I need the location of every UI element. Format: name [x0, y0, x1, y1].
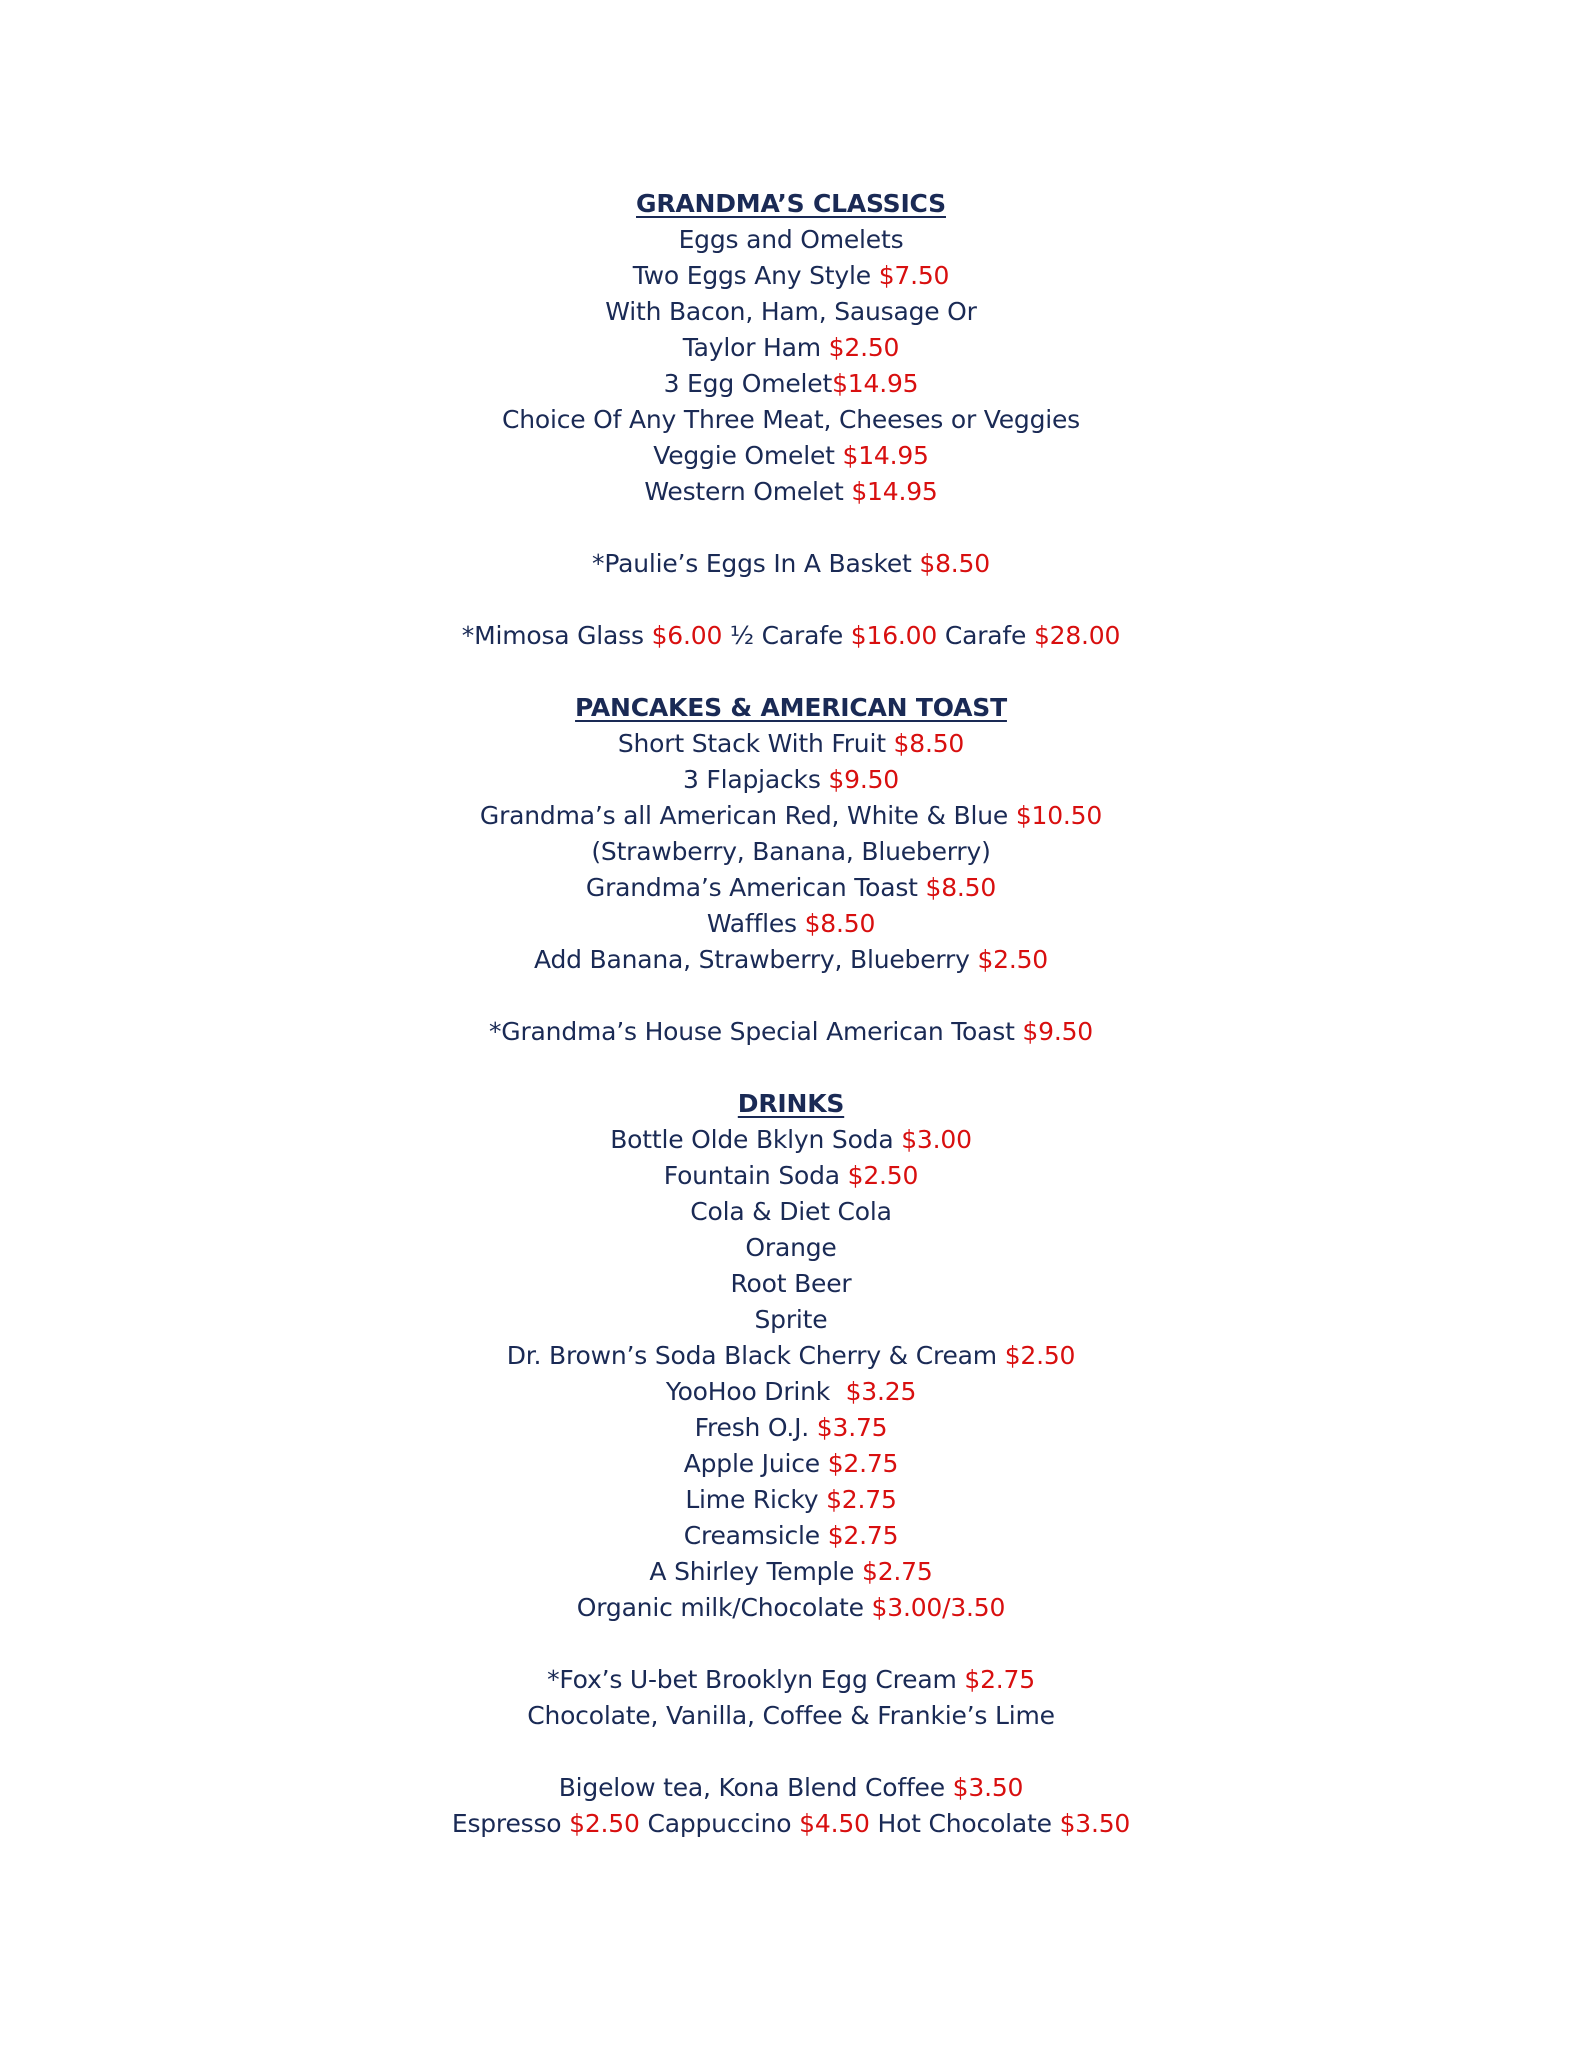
- item-text: Short Stack With Fruit: [617, 729, 894, 758]
- spacer: [0, 582, 1582, 618]
- item-text: YooHoo Drink: [665, 1377, 846, 1406]
- menu-line: [0, 1518, 1582, 1554]
- menu-line: [0, 1122, 1582, 1158]
- menu-line: [0, 1770, 1582, 1806]
- menu-line: [0, 798, 1582, 834]
- item-text: 3 Egg Omelet: [663, 369, 833, 398]
- price: $16.00: [850, 621, 938, 650]
- price: $3.75: [816, 1413, 888, 1442]
- menu-line: [0, 546, 1582, 582]
- item-text: Bottle Olde Bklyn Soda: [610, 1125, 902, 1154]
- menu-line: [0, 1302, 1582, 1338]
- item-text: Creamsicle: [683, 1521, 828, 1550]
- price: $9.50: [828, 765, 899, 794]
- item-text: *Fox’s U-bet Brooklyn Egg Cream: [547, 1665, 965, 1694]
- price: $14.95: [842, 441, 929, 470]
- price: $2.75: [827, 1449, 899, 1478]
- price: $7.50: [878, 261, 950, 290]
- price: $3.50: [1059, 1809, 1131, 1838]
- price: $3.25: [845, 1377, 917, 1406]
- menu-line: [0, 1806, 1582, 1842]
- spacer: [0, 978, 1582, 1014]
- menu-page: [0, 186, 1582, 1842]
- menu-line: [0, 438, 1582, 474]
- menu-line: [0, 1554, 1582, 1590]
- item-text: Add Banana, Strawberry, Blueberry: [533, 945, 978, 974]
- item-text: Apple Juice: [683, 1449, 828, 1478]
- item-text: Bigelow tea, Kona Blend Coffee: [558, 1773, 953, 1802]
- price: $2.50: [569, 1809, 640, 1838]
- menu-line: [0, 1662, 1582, 1698]
- menu-line: [0, 762, 1582, 798]
- menu-line: [0, 1266, 1582, 1302]
- item-text: Lime Ricky: [685, 1485, 827, 1514]
- price: $2.50: [847, 1161, 919, 1190]
- item-text: Western Omelet: [644, 477, 852, 506]
- menu-line: [0, 1338, 1582, 1374]
- item-text: Root Beer: [730, 1269, 852, 1298]
- price: $8.50: [804, 909, 876, 938]
- price: $8.50: [893, 729, 965, 758]
- price: $14.95: [832, 369, 919, 398]
- spacer: [0, 1626, 1582, 1662]
- menu-line: [0, 1590, 1582, 1626]
- menu-line: [0, 618, 1582, 654]
- menu-line: [0, 1374, 1582, 1410]
- item-text: Dr. Brown’s Soda Black Cherry & Cream: [506, 1341, 1005, 1370]
- menu-line: [0, 834, 1582, 870]
- menu-line: [0, 870, 1582, 906]
- menu-line: [0, 330, 1582, 366]
- price: $2.75: [964, 1665, 1035, 1694]
- item-text: Taylor Ham: [682, 333, 829, 362]
- menu-line: [0, 366, 1582, 402]
- item-text: *Grandma’s House Special American Toast: [489, 1017, 1023, 1046]
- item-text: Grandma’s American Toast: [585, 873, 926, 902]
- price: $9.50: [1022, 1017, 1093, 1046]
- menu-line: [0, 726, 1582, 762]
- price: $28.00: [1033, 621, 1121, 650]
- item-text: Espresso: [451, 1809, 570, 1838]
- item-text: *Paulie’s Eggs In A Basket: [592, 549, 920, 578]
- section-heading: PANCAKES & AMERICAN TOAST: [575, 693, 1007, 722]
- item-text: With Bacon, Ham, Sausage Or: [605, 297, 977, 326]
- price: $2.75: [826, 1485, 897, 1514]
- price: $10.50: [1015, 801, 1103, 830]
- item-text: Grandma’s all American Red, White & Blue: [479, 801, 1016, 830]
- section-heading: GRANDMA’S CLASSICS: [636, 189, 946, 218]
- price: $2.75: [827, 1521, 899, 1550]
- item-text: Orange: [745, 1233, 837, 1262]
- item-text: Carafe: [937, 621, 1034, 650]
- item-text: Sprite: [754, 1305, 828, 1334]
- item-text: Organic milk/Chocolate: [576, 1593, 872, 1622]
- menu-line: [0, 1482, 1582, 1518]
- menu-line: [0, 294, 1582, 330]
- item-text: 3 Flapjacks: [682, 765, 829, 794]
- item-text: Eggs and Omelets: [678, 225, 904, 254]
- price: $3.50: [952, 1773, 1024, 1802]
- price: $6.00: [651, 621, 723, 650]
- item-text: Cola & Diet Cola: [690, 1197, 892, 1226]
- menu-line: [0, 906, 1582, 942]
- item-text: Choice Of Any Three Meat, Cheeses or Veggies: [501, 405, 1081, 434]
- item-text: Veggie Omelet: [653, 441, 843, 470]
- item-text: *Mimosa Glass: [461, 621, 652, 650]
- menu-line: [0, 402, 1582, 438]
- item-text: Hot Chocolate: [869, 1809, 1060, 1838]
- menu-line: [0, 1446, 1582, 1482]
- price: $8.50: [925, 873, 997, 902]
- price: $3.00: [901, 1125, 972, 1154]
- item-text: (Strawberry, Banana, Blueberry): [591, 837, 991, 866]
- menu-line: [0, 1230, 1582, 1266]
- item-text: Fountain Soda: [663, 1161, 848, 1190]
- spacer: [0, 1734, 1582, 1770]
- price: $4.50: [799, 1809, 870, 1838]
- item-text: Fresh O.J.: [694, 1413, 817, 1442]
- price: $3.00/3.50: [871, 1593, 1006, 1622]
- menu-line: [0, 1698, 1582, 1734]
- spacer: [0, 654, 1582, 690]
- item-text: Two Eggs Any Style: [632, 261, 879, 290]
- item-text: ½ Carafe: [722, 621, 851, 650]
- menu-line: [0, 474, 1582, 510]
- menu-line: [0, 1158, 1582, 1194]
- item-text: Waffles: [706, 909, 805, 938]
- menu-line: [0, 1014, 1582, 1050]
- menu-line: [0, 222, 1582, 258]
- price: $2.75: [861, 1557, 933, 1586]
- item-text: Chocolate, Vanilla, Coffee & Frankie’s Lime: [527, 1701, 1055, 1730]
- price: $14.95: [851, 477, 938, 506]
- menu-line: [0, 1194, 1582, 1230]
- price: $8.50: [919, 549, 990, 578]
- menu-line: [0, 1410, 1582, 1446]
- spacer: [0, 1050, 1582, 1086]
- section-heading: DRINKS: [737, 1089, 845, 1118]
- item-text: Cappuccino: [639, 1809, 800, 1838]
- spacer: [0, 510, 1582, 546]
- menu-line: [0, 258, 1582, 294]
- price: $2.50: [1004, 1341, 1076, 1370]
- price: $2.50: [977, 945, 1049, 974]
- item-text: A Shirley Temple: [649, 1557, 862, 1586]
- menu-line: [0, 942, 1582, 978]
- price: $2.50: [828, 333, 900, 362]
